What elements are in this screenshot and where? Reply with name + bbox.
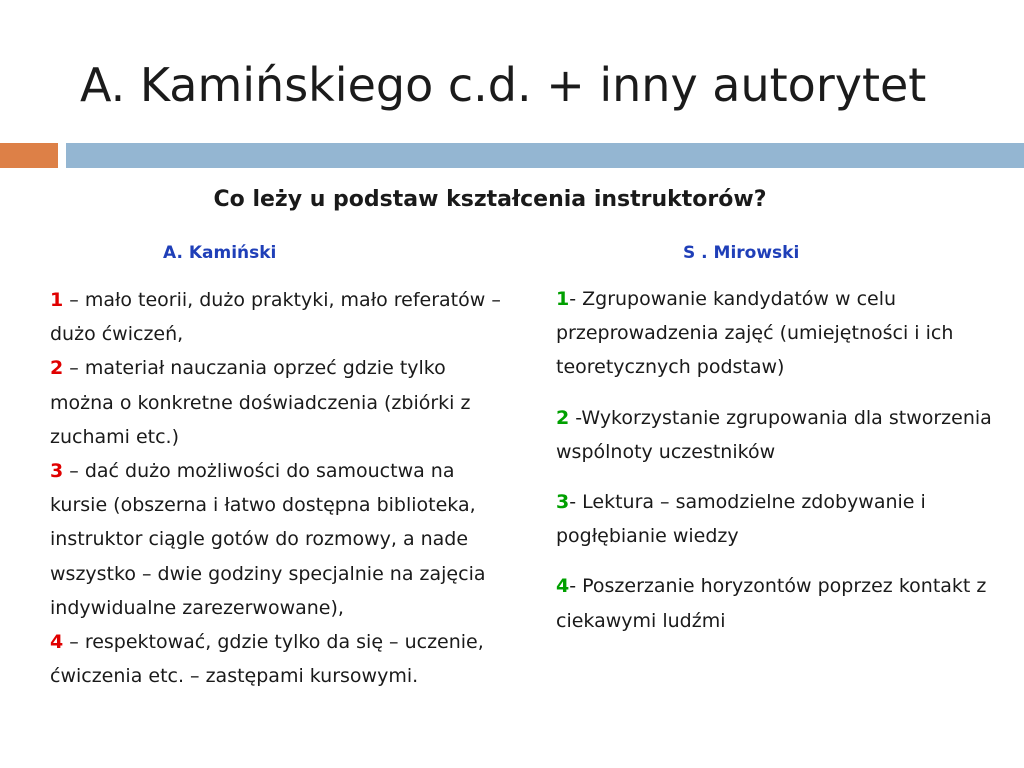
left-item-1-number: 1 (50, 289, 64, 311)
right-item-2 (556, 401, 996, 469)
left-item-4 (50, 625, 505, 693)
right-item-3-number: 3 (556, 491, 570, 514)
right-item-2-number: 2 (556, 406, 570, 429)
right-item-3 (556, 485, 996, 553)
slide-subtitle: Co leży u podstaw kształcenia instruktorów? (213, 187, 767, 212)
accent-bar-orange (0, 143, 58, 168)
left-item-4-number: 4 (50, 631, 64, 654)
left-item-2-number: 2 (50, 357, 64, 380)
right-item-2-text: -Wykorzystanie zgrupowania dla stworzenia wspólnoty uczestników (556, 406, 992, 463)
left-item-2 (50, 351, 505, 454)
left-item-3-number: 3 (50, 460, 64, 483)
left-item-2-text: – materiał nauczania oprzeć gdzie tylko można o konkretne doświadczenia (zbiórki z zuchami etc.) (50, 357, 471, 448)
slide-title: A. Kamińskiego c.d. + inny autorytet (80, 58, 927, 112)
left-column-body (50, 283, 505, 693)
right-item-1 (556, 282, 996, 385)
right-item-4 (556, 569, 996, 637)
left-column-heading: A. Kamiński (163, 243, 277, 263)
right-item-3-text: - Lektura – samodzielne zdobywanie i pogłębianie wiedzy (556, 491, 926, 548)
right-item-4-number: 4 (556, 575, 570, 598)
right-column-body (556, 282, 996, 654)
right-column-heading: S . Mirowski (683, 243, 800, 263)
accent-bar-blue (66, 143, 1024, 168)
left-item-1 (50, 283, 505, 351)
left-item-3 (50, 454, 505, 625)
left-item-1-text: – mało teorii, dużo praktyki, mało referatów – dużo ćwiczeń, (50, 289, 501, 346)
right-item-1-number: 1 (556, 288, 570, 310)
right-item-1-text: - Zgrupowanie kandydatów w celu przeprowadzenia zajęć (umiejętności i ich teoretycznych podstaw) (556, 288, 954, 379)
left-item-3-text: – dać dużo możliwości do samouctwa na kursie (obszerna i łatwo dostępna biblioteka, instruktor ciągle gotów do rozmowy, a nade wszystko – dwie godziny specjalnie na zajęcia indywidualne zarezerwowane), (50, 460, 486, 619)
right-item-4-text: - Poszerzanie horyzontów poprzez kontakt z ciekawymi ludźmi (556, 575, 987, 632)
left-item-4-text: – respektować, gdzie tylko da się – uczenie, ćwiczenia etc. – zastępami kursowymi. (50, 631, 484, 688)
